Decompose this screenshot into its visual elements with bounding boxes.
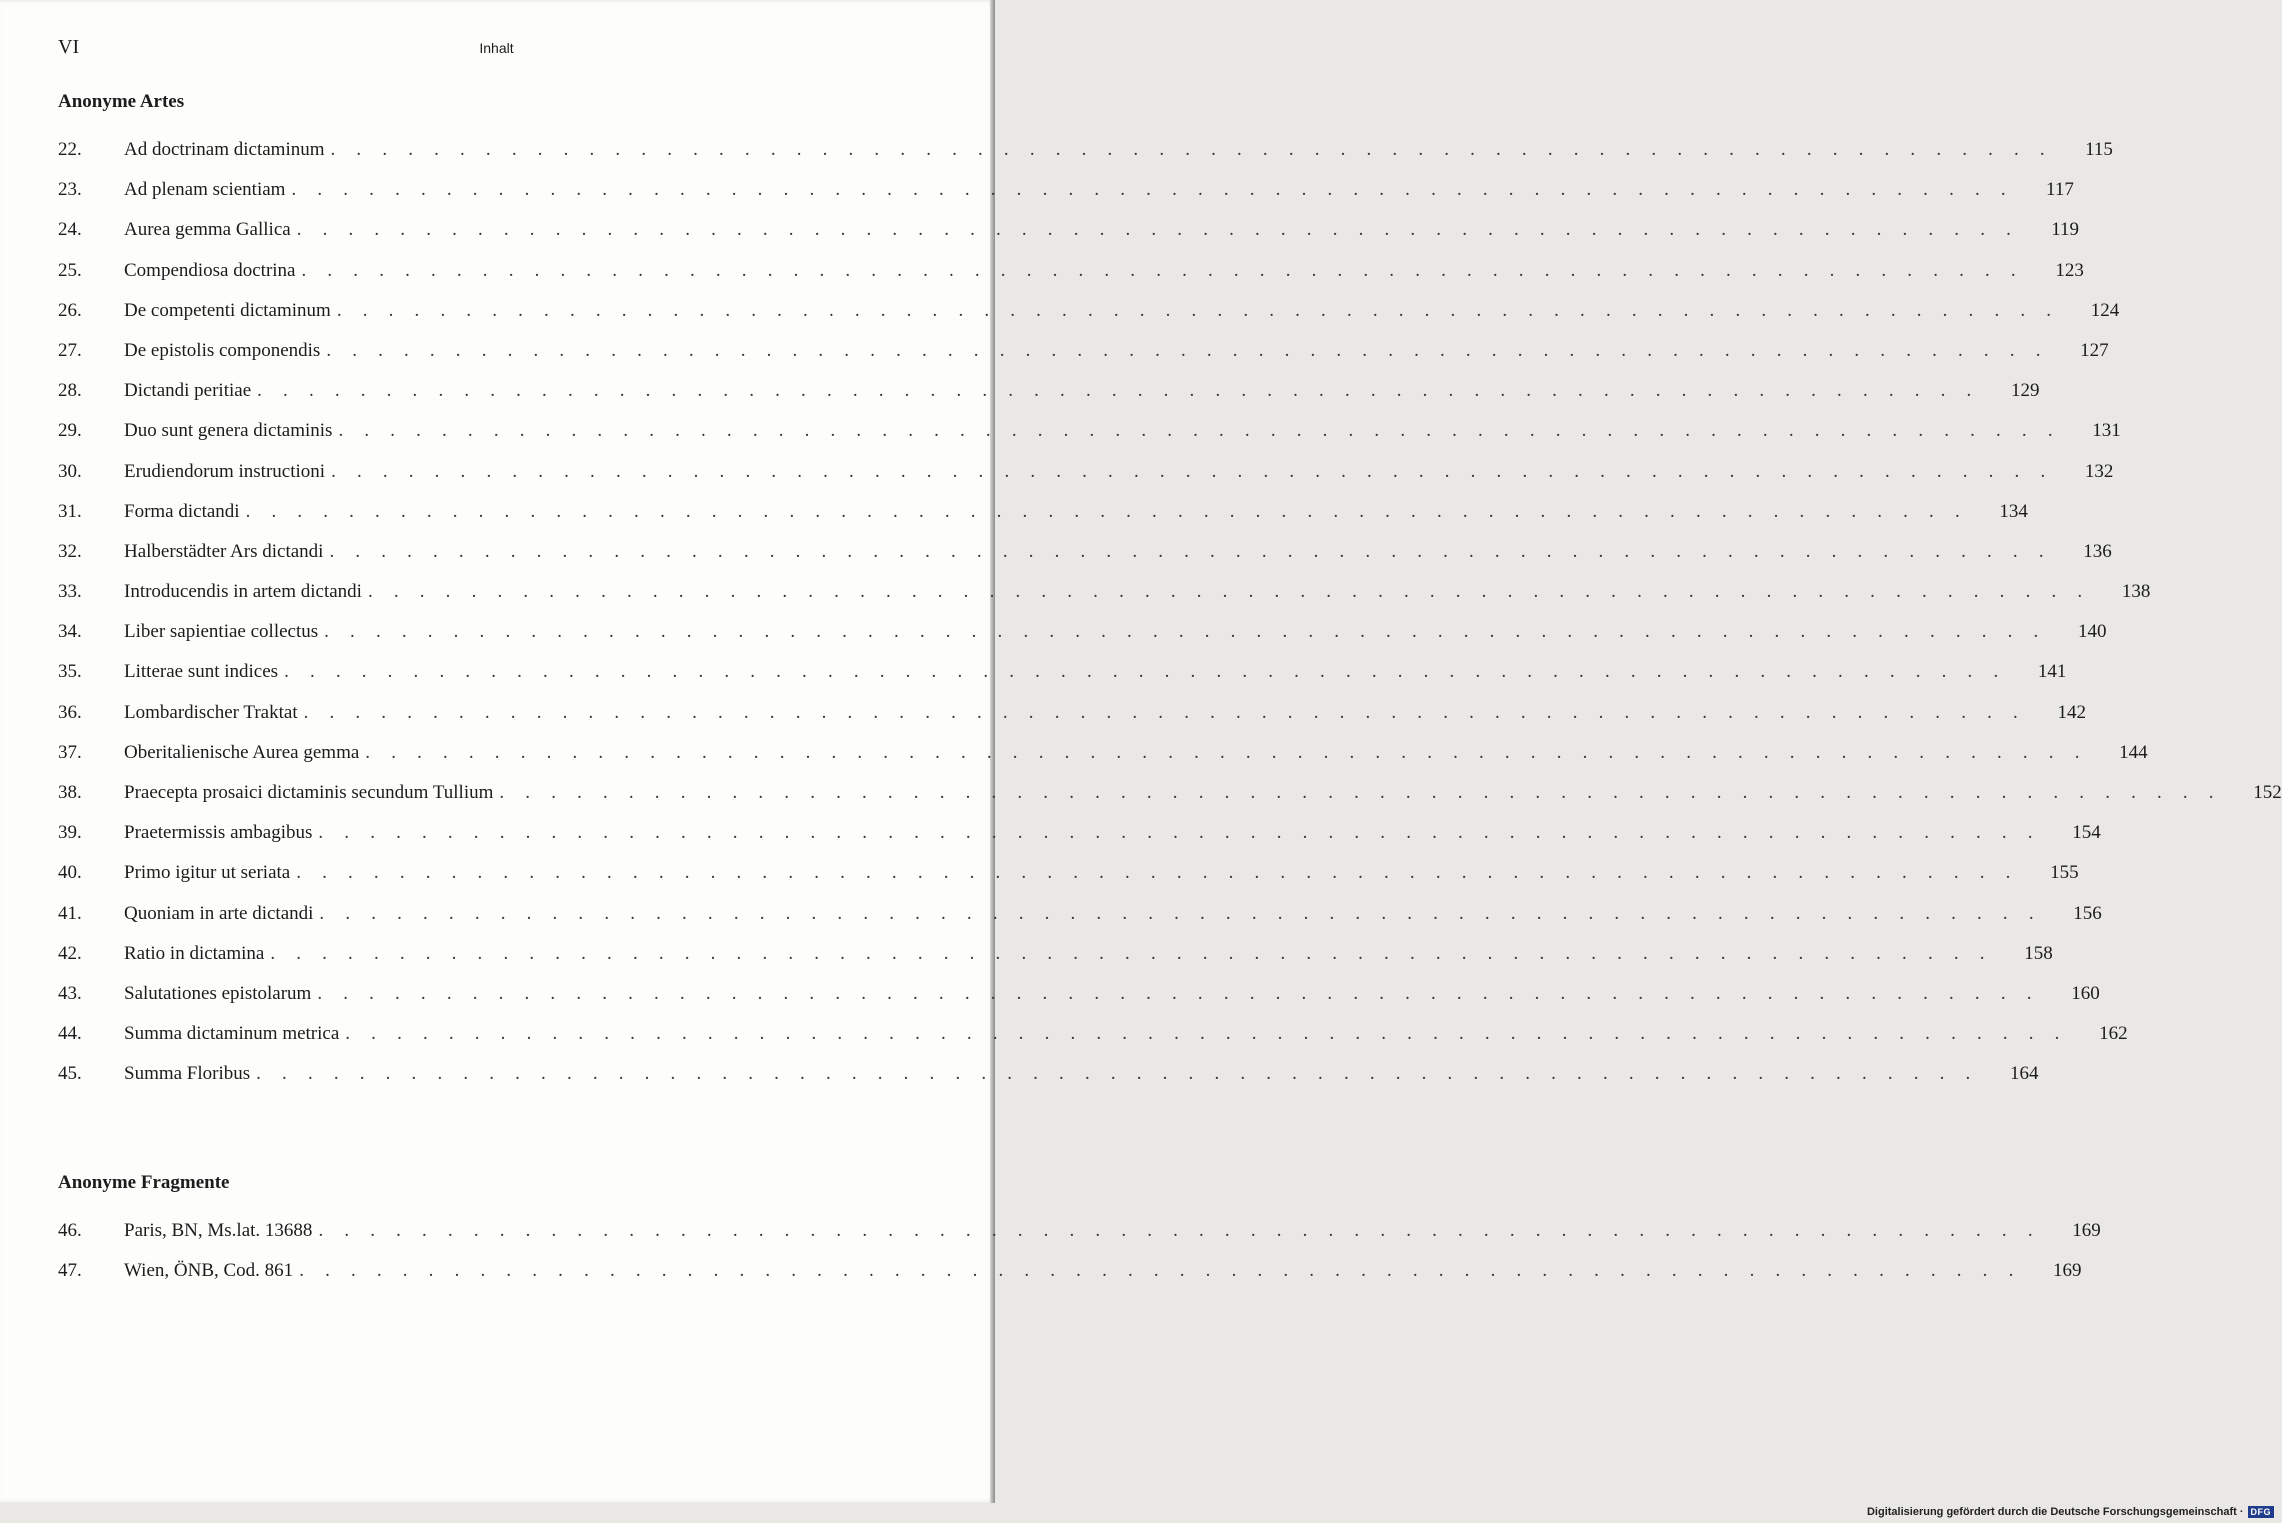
toc-dot-leader: . . . . . . . . . . . . . . . . . . . . . . . . . . . . . . . . . . . . . . . . . . . . . . . . . . . . . . . . . . . . . . . . . . . xyxy=(245,500,1968,522)
toc-dot-leader: . . . . . . . . . . . . . . . . . . . . . . . . . . . . . . . . . . . . . . . . . . . . . . . . . . . . . . . . . . . . . . . . . . . xyxy=(301,259,2024,281)
toc-entry xyxy=(58,540,2112,581)
toc-entry-page: 155 xyxy=(2050,862,2079,884)
toc-entry xyxy=(58,1063,2039,1103)
toc-entry-page: 156 xyxy=(2073,902,2102,924)
toc-dot-leader: . . . . . . . . . . . . . . . . . . . . . . . . . . . . . . . . . . . . . . . . . . . . . . . . . . . . . . . . . . . . . . . . . . . xyxy=(330,139,2053,160)
toc-entry-title: De competenti dictaminum xyxy=(124,299,331,321)
toc-list-anonyme-fragmente xyxy=(58,1220,2101,1300)
toc-entry xyxy=(58,982,2100,1023)
toc-entry-title: Quoniam in arte dictandi xyxy=(124,902,314,924)
toc-dot-leader: . . . . . . . . . . . . . . . . . . . . . . . . . . . . . . . . . . . . . . . . . . . . . . . . . . . . . . . . . . . . . . . . . . . xyxy=(324,621,2047,643)
toc-entry-number: 25. xyxy=(58,259,82,281)
toc-entry-number: 27. xyxy=(58,339,82,361)
toc-entry-page: 142 xyxy=(2057,701,2086,723)
toc-entry-page: 162 xyxy=(2099,1023,2128,1045)
toc-entry-title: Summa dictaminum metrica xyxy=(124,1023,340,1045)
toc-entry xyxy=(58,942,2053,983)
toc-entry xyxy=(58,822,2101,862)
toc-entry-number: 46. xyxy=(58,1220,82,1241)
toc-entry-title: Liber sapientiae collectus xyxy=(124,621,319,643)
toc-entry-page: 152 xyxy=(2253,782,2282,803)
toc-entry xyxy=(58,862,2079,902)
page-header xyxy=(58,36,935,66)
toc-entry-number: 31. xyxy=(58,500,82,522)
toc-entry-title: Halberstädter Ars dictandi xyxy=(124,540,324,562)
toc-entry-number: 22. xyxy=(58,139,82,160)
toc-entry-page: 169 xyxy=(2072,1220,2101,1241)
toc-entry-page: 140 xyxy=(2078,621,2107,643)
toc-entry-number: 29. xyxy=(58,420,82,442)
toc-entry-number: 35. xyxy=(58,661,82,683)
toc-entry-title: Ad plenam scientiam xyxy=(124,179,286,201)
toc-entry-title: Wien, ÖNB, Cod. 861 xyxy=(124,1260,294,1282)
toc-entry xyxy=(58,259,2084,300)
toc-entry-title: Summa Floribus xyxy=(124,1063,251,1085)
folio-number: VI xyxy=(58,36,80,58)
credit-text: Digitalisierung gefördert durch die Deutsche Forschungsgemeinschaft · xyxy=(1866,1506,2244,1518)
toc-entry-number: 42. xyxy=(58,942,82,964)
toc-entry-number: 41. xyxy=(58,902,82,924)
toc-entry xyxy=(58,420,2121,460)
toc-entry xyxy=(58,339,2109,380)
toc-dot-leader: . . . . . . . . . . . . . . . . . . . . . . . . . . . . . . . . . . . . . . . . . . . . . . . . . . . . . . . . . . . . . . . . . . . xyxy=(303,701,2026,723)
toc-dot-leader: . . . . . . . . . . . . . . . . . . . . . . . . . . . . . . . . . . . . . . . . . . . . . . . . . . . . . . . . . . . . . . . . . . . xyxy=(336,299,2060,321)
toc-list-anonyme-artes xyxy=(58,139,2282,1104)
toc-entry-number: 28. xyxy=(58,380,82,402)
toc-entry xyxy=(58,299,2120,340)
toc-entry xyxy=(58,581,2151,621)
toc-dot-leader: . . . . . . . . . . . . . . . . . . . . . . . . . . . . . . . . . . . . . . . . . . . . . . . . . . . . . . . . . . . . . . . . . . . xyxy=(345,1023,2068,1045)
toc-entry xyxy=(58,179,2074,219)
toc-entry xyxy=(58,1220,2101,1260)
toc-entry-title: Compendiosa doctrina xyxy=(124,259,296,281)
toc-entry-title: Dictandi peritiae xyxy=(124,380,252,402)
section-heading-anonyme-artes: Anonyme Artes xyxy=(58,91,185,112)
toc-entry-page: 131 xyxy=(2092,420,2121,442)
toc-entry-title: Forma dictandi xyxy=(124,500,240,522)
toc-dot-leader: . . . . . . . . . . . . . . . . . . . . . . . . . . . . . . . . . . . . . . . . . . . . . . . . . . . . . . . . . . . . . . . . . . . xyxy=(257,380,1980,402)
toc-entry xyxy=(58,902,2102,943)
toc-dot-leader: . . . . . . . . . . . . . . . . . . . . . . . . . . . . . . . . . . . . . . . . . . . . . . . . . . . . . . . . . . . . . . . . . . . xyxy=(256,1063,1979,1085)
toc-dot-leader: . . . . . . . . . . . . . . . . . . . . . . . . . . . . . . . . . . . . . . . . . . . . . . . . . . . . . . . . . . . . . . . . . . . xyxy=(318,822,2041,844)
toc-dot-leader: . . . . . . . . . . . . . . . . . . . . . . . . . . . . . . . . . . . . . . . . . . . . . . . . . . . . . . . . . . . . . . . . . . . xyxy=(338,420,2061,442)
toc-entry-page: 154 xyxy=(2072,822,2101,844)
toc-entry-number: 24. xyxy=(58,219,82,241)
toc-entry xyxy=(58,1260,2082,1300)
toc-entry-number: 30. xyxy=(58,460,82,482)
toc-entry-number: 36. xyxy=(58,701,82,723)
toc-entry-page: 164 xyxy=(2010,1063,2039,1085)
toc-entry-page: 134 xyxy=(1999,500,2028,522)
toc-entry xyxy=(58,782,2282,822)
toc-entry xyxy=(58,139,2113,179)
toc-entry-title: Introducendis in artem dictandi xyxy=(124,581,362,603)
toc-dot-leader: . . . . . . . . . . . . . . . . . . . . . . . . . . . . . . . . . . . . . . . . . . . . . . . . . . . . . . . . . . . . . . . . . . . xyxy=(270,942,1993,964)
toc-entry-page: 136 xyxy=(2083,540,2112,562)
toc-entry-page: 144 xyxy=(2119,741,2148,763)
toc-entry xyxy=(58,460,2114,501)
toc-entry-number: 37. xyxy=(58,741,82,763)
toc-entry xyxy=(58,741,2148,782)
toc-entry-number: 32. xyxy=(58,540,82,562)
toc-entry xyxy=(58,219,2080,259)
toc-entry-page: 127 xyxy=(2080,339,2109,361)
toc-entry-page: 138 xyxy=(2121,581,2151,603)
toc-entry-number: 33. xyxy=(58,581,82,603)
toc-entry xyxy=(58,500,2028,541)
toc-dot-leader: . . . . . . . . . . . . . . . . . . . . . . . . . . . . . . . . . . . . . . . . . . . . . . . . . . . . . . . . . . . . . . . . . . . xyxy=(296,862,2019,884)
toc-entry-title: Aurea gemma Gallica xyxy=(124,219,291,241)
toc-entry-title: Salutationes epistolarum xyxy=(124,982,312,1004)
toc-dot-leader: . . . . . . . . . . . . . . . . . . . . . . . . . . . . . . . . . . . . . . . . . . . . . . . . . . . . . . . . . . . . . . . . . . . xyxy=(319,902,2042,924)
toc-entry-number: 40. xyxy=(58,862,82,884)
toc-entry xyxy=(58,661,2067,701)
toc-entry-title: Paris, BN, Ms.lat. 13688 xyxy=(124,1220,313,1241)
toc-dot-leader: . . . . . . . . . . . . . . . . . . . . . . . . . . . . . . . . . . . . . . . . . . . . . . . . . . . . . . . . . . . . . . . . . . . xyxy=(331,460,2054,482)
toc-entry-number: 34. xyxy=(58,621,82,643)
toc-dot-leader: . . . . . . . . . . . . . . . . . . . . . . . . . . . . . . . . . . . . . . . . . . . . . . . . . . . . . . . . . . . . . . . . . . . xyxy=(329,540,2052,562)
toc-dot-leader: . . . . . . . . . . . . . . . . . . . . . . . . . . . . . . . . . . . . . . . . . . . . . . . . . . . . . . . . . . . . . . . . . . . xyxy=(299,1260,2022,1282)
toc-entry-number: 44. xyxy=(58,1023,82,1045)
toc-dot-leader: . . . . . . . . . . . . . . . . . . . . . . . . . . . . . . . . . . . . . . . . . . . . . . . . . . . . . . . . . . . . . . . . . . . xyxy=(318,1220,2041,1241)
section-heading-anonyme-fragmente: Anonyme Fragmente xyxy=(58,1172,230,1193)
toc-entry-page: 129 xyxy=(2011,380,2040,402)
toc-entry-page: 132 xyxy=(2084,460,2114,482)
digitization-credit xyxy=(1867,1506,2274,1518)
running-title: Inhalt xyxy=(479,40,514,56)
toc-entry-title: Praecepta prosaici dictaminis secundum Tullium xyxy=(124,782,494,803)
toc-entry-title: Duo sunt genera dictaminis xyxy=(124,420,333,442)
toc-entry-title: Primo igitur ut seriata xyxy=(124,862,291,884)
toc-entry-number: 26. xyxy=(58,299,82,321)
toc-entry xyxy=(58,701,2086,742)
toc-dot-leader: . . . . . . . . . . . . . . . . . . . . . . . . . . . . . . . . . . . . . . . . . . . . . . . . . . . . . . . . . . . . . . . . . . . xyxy=(499,782,2222,803)
toc-entry-page: 115 xyxy=(2085,139,2113,160)
toc-entry-page: 124 xyxy=(2090,299,2120,321)
toc-dot-leader: . . . . . . . . . . . . . . . . . . . . . . . . . . . . . . . . . . . . . . . . . . . . . . . . . . . . . . . . . . . . . . . . . . . xyxy=(326,339,2049,361)
toc-entry-title: Ratio in dictamina xyxy=(124,942,265,964)
toc-dot-leader: . . . . . . . . . . . . . . . . . . . . . . . . . . . . . . . . . . . . . . . . . . . . . . . . . . . . . . . . . . . . . . . . . . . xyxy=(291,179,2014,201)
toc-entry-number: 39. xyxy=(58,822,82,844)
toc-entry-title: De epistolis componendis xyxy=(124,339,321,361)
toc-entry-title: Oberitalienische Aurea gemma xyxy=(124,741,360,763)
toc-dot-leader: . . . . . . . . . . . . . . . . . . . . . . . . . . . . . . . . . . . . . . . . . . . . . . . . . . . . . . . . . . . . . . . . . . . xyxy=(367,581,2091,603)
toc-dot-leader: . . . . . . . . . . . . . . . . . . . . . . . . . . . . . . . . . . . . . . . . . . . . . . . . . . . . . . . . . . . . . . . . . . . xyxy=(296,219,2020,241)
toc-entry-title: Litterae sunt indices xyxy=(124,661,279,683)
toc-entry xyxy=(58,1023,2128,1063)
toc-entry-title: Lombardischer Traktat xyxy=(124,701,298,723)
toc-dot-leader: . . . . . . . . . . . . . . . . . . . . . . . . . . . . . . . . . . . . . . . . . . . . . . . . . . . . . . . . . . . . . . . . . . . xyxy=(284,661,2007,683)
toc-entry xyxy=(58,621,2107,661)
toc-entry-number: 47. xyxy=(58,1260,82,1282)
toc-dot-leader: . . . . . . . . . . . . . . . . . . . . . . . . . . . . . . . . . . . . . . . . . . . . . . . . . . . . . . . . . . . . . . . . . . . xyxy=(317,982,2040,1004)
toc-entry-page: 141 xyxy=(2037,661,2067,683)
toc-entry-page: 160 xyxy=(2071,982,2100,1004)
toc-entry-number: 23. xyxy=(58,179,82,201)
toc-entry-page: 119 xyxy=(2051,219,2080,241)
toc-entry-page: 158 xyxy=(2024,942,2053,964)
toc-dot-leader: . . . . . . . . . . . . . . . . . . . . . . . . . . . . . . . . . . . . . . . . . . . . . . . . . . . . . . . . . . . . . . . . . . . xyxy=(365,741,2088,763)
toc-entry-number: 38. xyxy=(58,782,82,803)
toc-entry-page: 169 xyxy=(2053,1260,2082,1282)
toc-entry-page: 123 xyxy=(2055,259,2084,281)
toc-entry-title: Praetermissis ambagibus xyxy=(124,822,313,844)
toc-entry-number: 43. xyxy=(58,982,82,1004)
toc-entry-page: 117 xyxy=(2046,179,2074,201)
toc-entry-title: Ad doctrinam dictaminum xyxy=(124,139,325,160)
dfg-logo: DFG xyxy=(2248,1506,2275,1518)
toc-entry-number: 45. xyxy=(58,1063,82,1085)
toc-entry-title: Erudiendorum instructioni xyxy=(124,460,326,482)
toc-entry xyxy=(58,380,2040,420)
